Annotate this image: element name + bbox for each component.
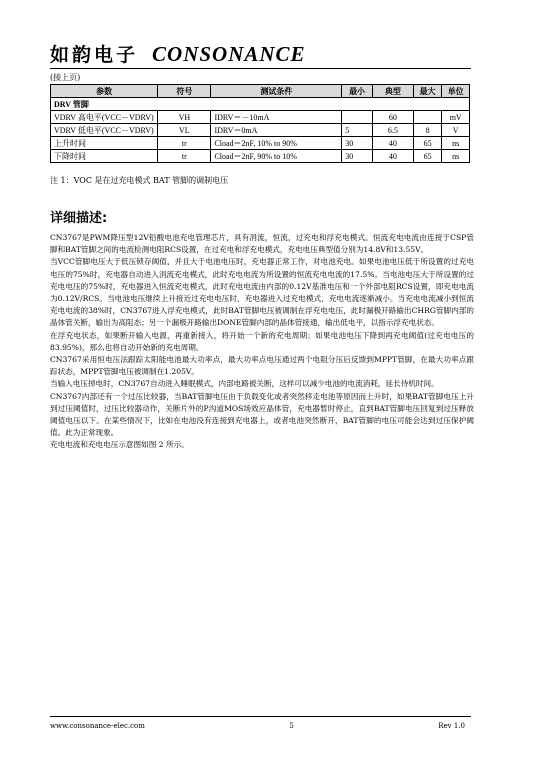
table-cell: 下降时间 — [51, 150, 158, 163]
table-cell: V — [442, 124, 470, 137]
table-cell: Cload＝2nF, 10% to 90% — [211, 137, 342, 150]
table-header: 典型 — [372, 85, 413, 98]
table-cell: tr — [158, 150, 211, 163]
footer-rule — [50, 716, 471, 717]
table-cell: IDRV＝0mA — [211, 124, 342, 137]
table-cell — [342, 111, 373, 124]
table-cell: 40 — [372, 150, 413, 163]
table-row — [51, 137, 470, 150]
table-footnote: 注 1：VOC 是在过充电模式 BAT 管脚的调制电压 — [50, 176, 229, 185]
paragraph: 在浮充电状态，如果断开输入电源，再重新接入，将开始一个新的充电周期；如果电池电压下降到再充电阈值(过充电电压的83.95%)，那么也将自动开始新的充电周期。 — [50, 330, 474, 352]
paragraph: CN3767采用恒电压法跟踪太阳能电池最大功率点，最大功率点电压通过两个电阻分压后反馈到MPPT管脚，在最大功率点跟踪状态，MPPT管脚电压被调制在1.205V。 — [50, 355, 474, 377]
page-footer — [50, 722, 465, 730]
paragraph: CN3767是PWM降压型12V铅酸电池充电管理芯片，具有涓流，恒流，过充电和浮充电模式。恒流充电电流由连接于CSP管脚和BAT管脚之间的电流检测电阻RCS设置，在过充电和浮充电模式，充电电压典型值分别为14.8V和13.55V。 — [50, 233, 474, 255]
table-cell: 65 — [413, 150, 442, 163]
table-cell: ns — [442, 150, 470, 163]
table-header: 单位 — [442, 85, 470, 98]
table-row — [51, 124, 470, 137]
company-logo — [50, 40, 306, 66]
table-header: 测试条件 — [211, 85, 342, 98]
table-cell: 65 — [413, 137, 442, 150]
table-header-row — [51, 85, 470, 98]
header-rule — [50, 68, 471, 69]
table-cell: 上升时间 — [51, 137, 158, 150]
table-cell: 40 — [372, 137, 413, 150]
table-header: 最大 — [413, 85, 442, 98]
parameter-table — [50, 84, 470, 163]
logo-chinese: 如韵电子 — [50, 44, 139, 66]
table-cell: 60 — [372, 111, 413, 124]
footer-url[interactable]: www.consonance-elec.com — [50, 722, 145, 730]
revision-label: Rev 1.0 — [438, 722, 465, 730]
table-cell: VH — [158, 111, 211, 124]
table-header: 参数 — [51, 85, 158, 98]
description-body — [50, 232, 474, 452]
table-row — [51, 150, 470, 163]
table-cell: 30 — [342, 137, 373, 150]
logo-english: CONSONANCE — [152, 42, 306, 66]
table-cell: 8 — [413, 124, 442, 137]
table-cell: IDRV＝－10mA — [211, 111, 342, 124]
table-header: 符号 — [158, 85, 211, 98]
paragraph: 当VCC管脚电压大于低压锁存阈值，并且大于电池电压时，充电器正常工作，对电池充电。如果电池电压低于所设置的过充电电压的75%时，充电器自动进入涓流充电模式，此时充电电流为所设置的恒流充电电流的17.5%。当电池电压大于所设置的过充电电压的75%时，充电器进入恒流充电模式，此时充电电流由内部的0.12V基准电压和一个外部电阻RCS设置，即充电电流为0.12V/RCS。当电池电压继续上升接近过充电电压时，充电器进入过充电模式，充电电流逐渐减小。当充电电流减小到恒流充电电流的38%时，CN3767进入浮充电模式，此时BAT管脚电压被调制在浮充电电压，此时漏极开路输出CHRG管脚内部的晶体管关断，输出为高阻态；另一个漏极开路输出DONE管脚内部的晶体管接通，输出低电平，以指示浮充电状态。 — [50, 257, 474, 328]
table-cell: ns — [442, 137, 470, 150]
section-title: 详细描述: — [50, 211, 108, 226]
table-cell: 5 — [342, 124, 373, 137]
table-row — [51, 111, 470, 124]
table-cell: VDRV 高电平(VCC－VDRV) — [51, 111, 158, 124]
table-group-row — [51, 98, 470, 111]
table-cell: tr — [158, 137, 211, 150]
table-cell: 6.5 — [372, 124, 413, 137]
paragraph: 当输入电压掉电时，CN3767自动进入睡眠模式，内部电路被关断，这样可以减少电池的电流消耗，延长待机时间。 — [50, 379, 439, 389]
table-cell: VDRV 低电平(VCC－VDRV) — [51, 124, 158, 137]
table-cell: 30 — [342, 150, 373, 163]
continued-label: (接上页) — [50, 73, 81, 82]
table-cell — [413, 111, 442, 124]
table-cell: mV — [442, 111, 470, 124]
table-header: 最小 — [342, 85, 373, 98]
table-cell: VL — [158, 124, 211, 137]
table-cell: Cload＝2nF, 90% to 10% — [211, 150, 342, 163]
paragraph: CN3767内部还有一个过压比较器，当BAT管脚电压由于负载变化或者突然移走电池等原因而上升时，如果BAT管脚电压上升到过压阈值时，过压比较器动作，关断片外的P沟道MOS场效应晶体管，充电器暂时停止，直到BAT管脚电压回复到过压释放阈值电压以下。在某些情况下，比如在电池没有连接到充电器上，或者电池突然断开，BAT管脚的电压可能会达到过压保护阈值。此为正常现象。 — [50, 391, 474, 438]
paragraph: 充电电流和充电电压示意图如图 2 所示。 — [50, 440, 189, 450]
table-group-label: DRV 管脚 — [51, 98, 470, 111]
page-number: 5 — [289, 722, 294, 730]
